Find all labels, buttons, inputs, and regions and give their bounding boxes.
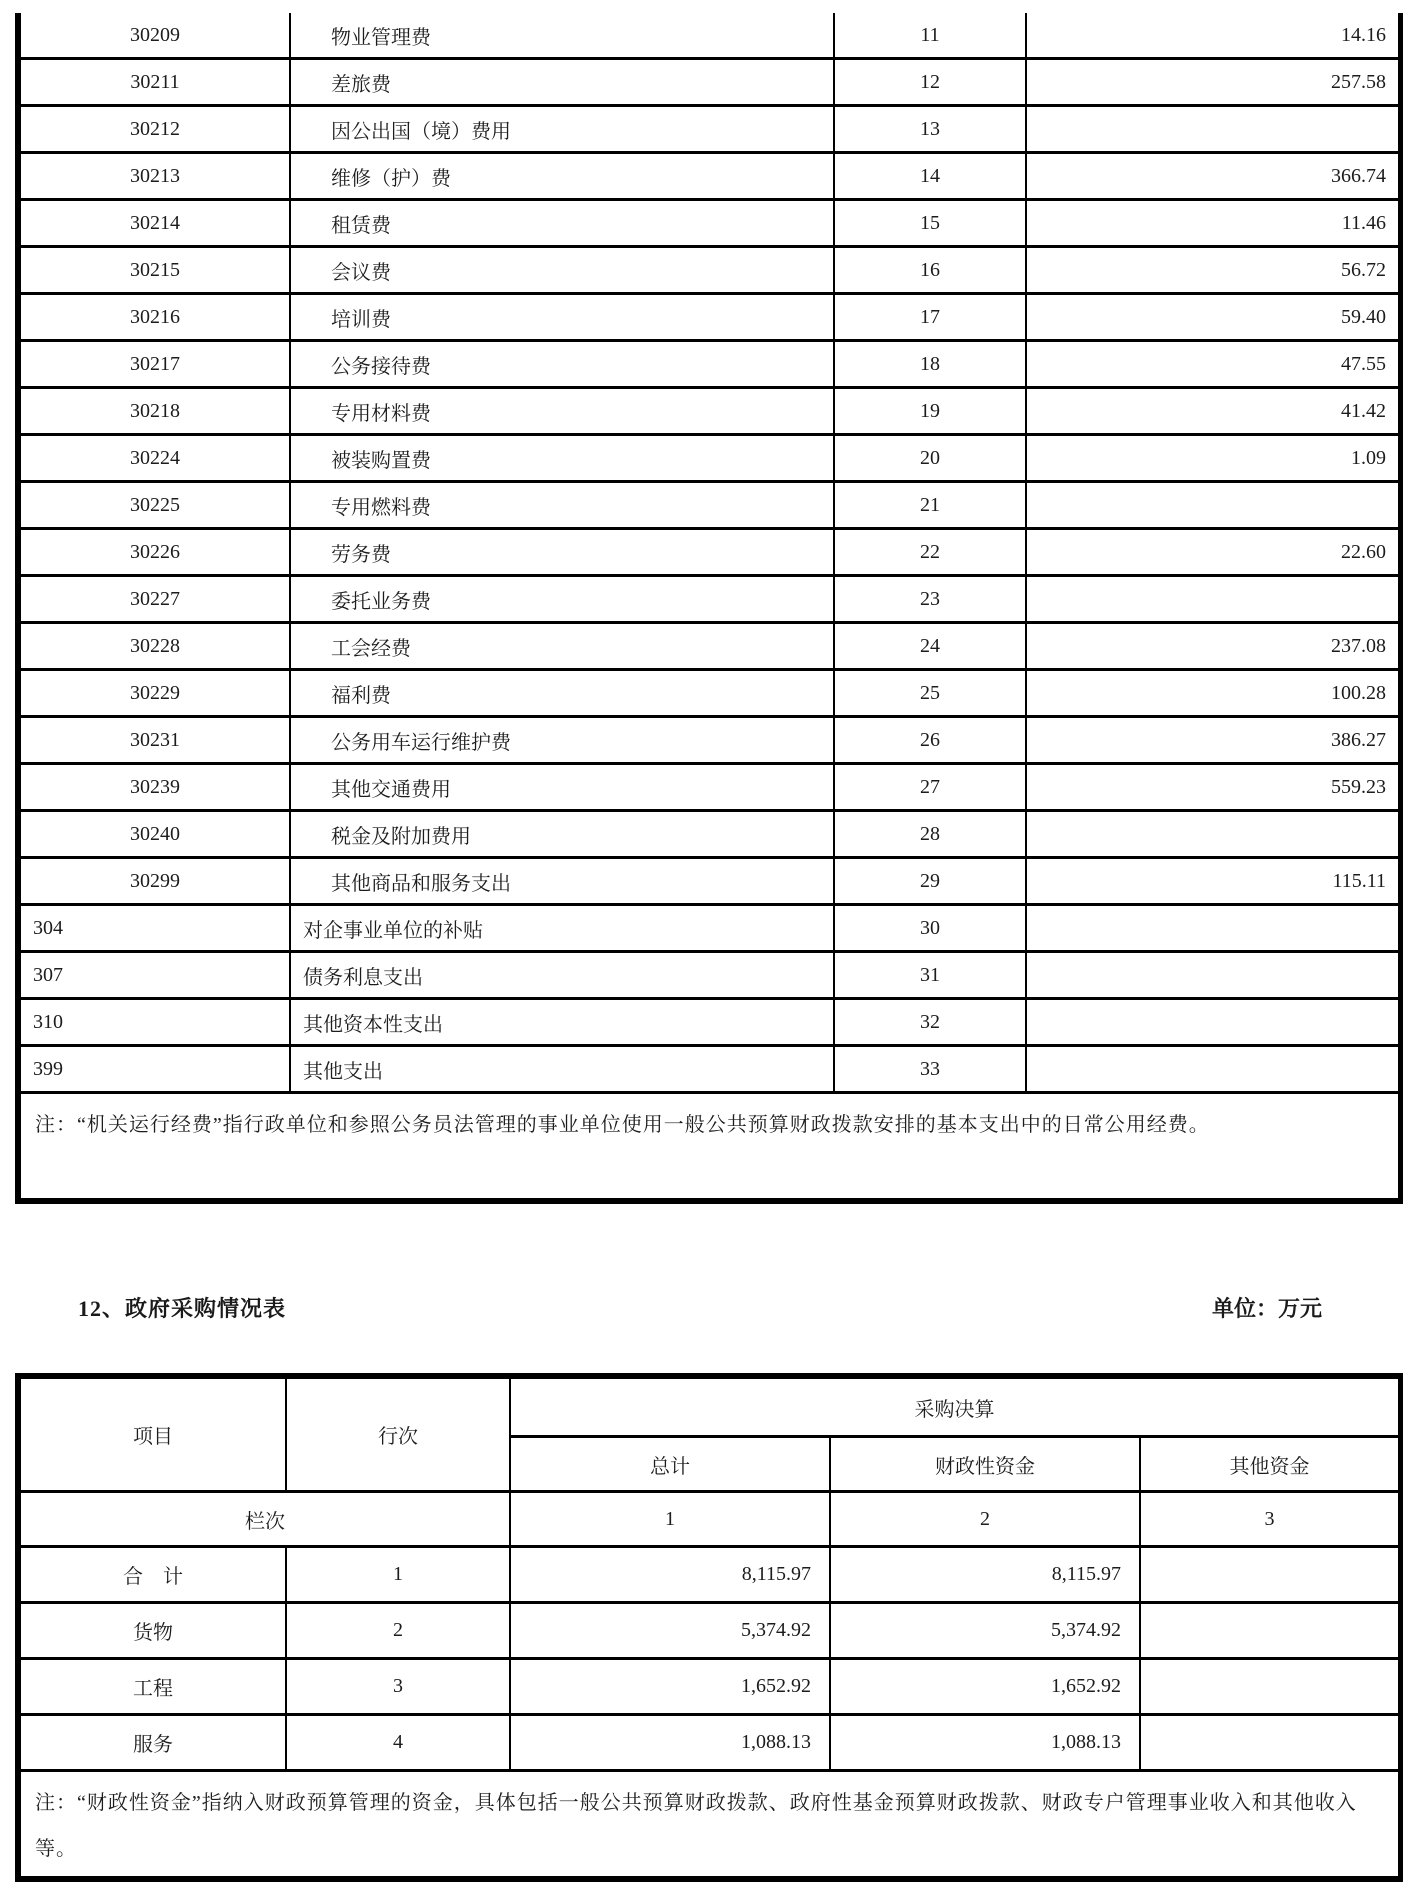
- table-row: [18, 341, 1401, 388]
- table-row: [18, 999, 1401, 1046]
- line-number-cell: 14: [834, 153, 1026, 200]
- subject-name-cell: 其他商品和服务支出: [290, 858, 834, 905]
- subject-name-cell: 其他支出: [290, 1046, 834, 1093]
- amount-cell: 115.11: [1026, 858, 1401, 905]
- line-number-cell: 25: [834, 670, 1026, 717]
- amount-cell: 386.27: [1026, 717, 1401, 764]
- column-index-row: [18, 1492, 1401, 1547]
- other-funds-cell: [1140, 1603, 1401, 1659]
- table-row: [18, 952, 1401, 999]
- subject-code-cell: 30227: [18, 576, 290, 623]
- header-total: 总计: [510, 1437, 830, 1492]
- amount-cell: 366.74: [1026, 153, 1401, 200]
- table-row: [18, 858, 1401, 905]
- amount-cell: 56.72: [1026, 247, 1401, 294]
- economic-classification-table-body: [18, 13, 1401, 1093]
- subject-code-cell: 30213: [18, 153, 290, 200]
- amount-cell: [1026, 482, 1401, 529]
- table-row: [18, 576, 1401, 623]
- line-number-cell: 32: [834, 999, 1026, 1046]
- fiscal-funds-cell: 1,652.92: [830, 1659, 1140, 1715]
- column-index-2: 2: [830, 1492, 1140, 1547]
- subject-name-cell: 培训费: [290, 294, 834, 341]
- subject-name-cell: 其他交通费用: [290, 764, 834, 811]
- header-other-funds: 其他资金: [1140, 1437, 1401, 1492]
- table-row: [18, 764, 1401, 811]
- amount-cell: [1026, 952, 1401, 999]
- table-row: [18, 529, 1401, 576]
- subject-name-cell: 劳务费: [290, 529, 834, 576]
- amount-cell: 14.16: [1026, 13, 1401, 59]
- amount-cell: [1026, 999, 1401, 1046]
- table-row: [18, 1603, 1401, 1659]
- table1-note-row: [18, 1093, 1401, 1202]
- line-number-cell: 20: [834, 435, 1026, 482]
- unit-label: 单位：万元: [1212, 1296, 1323, 1321]
- line-number-cell: 31: [834, 952, 1026, 999]
- rank-label: 栏次: [18, 1492, 510, 1547]
- subject-name-cell: 公务用车运行维护费: [290, 717, 834, 764]
- line-number-cell: 1: [286, 1547, 510, 1603]
- line-number-cell: 11: [834, 13, 1026, 59]
- line-number-cell: 12: [834, 59, 1026, 106]
- table-row: [18, 1659, 1401, 1715]
- table-row: [18, 294, 1401, 341]
- subject-code-cell: 30216: [18, 294, 290, 341]
- header-procurement-group: 采购决算: [510, 1376, 1401, 1437]
- table2-note-text: 注：“财政性资金”指纳入财政预算管理的资金，具体包括一般公共预算财政拨款、政府性基金预算财政拨款、财政专户管理事业收入和其他收入等。: [18, 1771, 1401, 1880]
- amount-cell: 59.40: [1026, 294, 1401, 341]
- line-number-cell: 22: [834, 529, 1026, 576]
- subject-code-cell: 310: [18, 999, 290, 1046]
- amount-cell: 257.58: [1026, 59, 1401, 106]
- total-amount-cell: 1,088.13: [510, 1715, 830, 1771]
- subject-code-cell: 30218: [18, 388, 290, 435]
- amount-cell: 41.42: [1026, 388, 1401, 435]
- line-number-cell: 27: [834, 764, 1026, 811]
- table-row: [18, 1547, 1401, 1603]
- procurement-header-row: [18, 1376, 1401, 1437]
- line-number-cell: 18: [834, 341, 1026, 388]
- subject-code-cell: 30215: [18, 247, 290, 294]
- subject-name-cell: 专用材料费: [290, 388, 834, 435]
- subject-name-cell: 被装购置费: [290, 435, 834, 482]
- line-number-cell: 16: [834, 247, 1026, 294]
- amount-cell: 47.55: [1026, 341, 1401, 388]
- subject-name-cell: 债务利息支出: [290, 952, 834, 999]
- amount-cell: 1.09: [1026, 435, 1401, 482]
- fiscal-funds-cell: 1,088.13: [830, 1715, 1140, 1771]
- line-number-cell: 17: [834, 294, 1026, 341]
- table-row: [18, 435, 1401, 482]
- line-number-cell: 15: [834, 200, 1026, 247]
- column-index-1: 1: [510, 1492, 830, 1547]
- table-row: [18, 1046, 1401, 1093]
- total-amount-cell: 8,115.97: [510, 1547, 830, 1603]
- subject-name-cell: 租赁费: [290, 200, 834, 247]
- amount-cell: 11.46: [1026, 200, 1401, 247]
- subject-name-cell: 委托业务费: [290, 576, 834, 623]
- line-number-cell: 4: [286, 1715, 510, 1771]
- line-number-cell: 28: [834, 811, 1026, 858]
- line-number-cell: 2: [286, 1603, 510, 1659]
- line-number-cell: 21: [834, 482, 1026, 529]
- subject-code-cell: 30224: [18, 435, 290, 482]
- subject-code-cell: 30225: [18, 482, 290, 529]
- procurement-table: [15, 1373, 1403, 1882]
- header-line: 行次: [286, 1376, 510, 1492]
- subject-code-cell: 399: [18, 1046, 290, 1093]
- subject-code-cell: 30217: [18, 341, 290, 388]
- subject-code-cell: 30228: [18, 623, 290, 670]
- line-number-cell: 24: [834, 623, 1026, 670]
- subject-code-cell: 30214: [18, 200, 290, 247]
- amount-cell: [1026, 1046, 1401, 1093]
- subject-code-cell: 30240: [18, 811, 290, 858]
- table-row: [18, 717, 1401, 764]
- subject-name-cell: 税金及附加费用: [290, 811, 834, 858]
- subject-name-cell: 会议费: [290, 247, 834, 294]
- subject-code-cell: 30229: [18, 670, 290, 717]
- line-number-cell: 23: [834, 576, 1026, 623]
- table-row: [18, 670, 1401, 717]
- subject-name-cell: 对企事业单位的补贴: [290, 905, 834, 952]
- table-row: [18, 623, 1401, 670]
- subject-name-cell: 维修（护）费: [290, 153, 834, 200]
- subject-code-cell: 30299: [18, 858, 290, 905]
- total-amount-cell: 5,374.92: [510, 1603, 830, 1659]
- amount-cell: [1026, 106, 1401, 153]
- item-cell: 货物: [18, 1603, 286, 1659]
- amount-cell: 22.60: [1026, 529, 1401, 576]
- table-row: [18, 247, 1401, 294]
- line-number-cell: 29: [834, 858, 1026, 905]
- subject-name-cell: 公务接待费: [290, 341, 834, 388]
- amount-cell: [1026, 576, 1401, 623]
- subject-name-cell: 工会经费: [290, 623, 834, 670]
- other-funds-cell: [1140, 1659, 1401, 1715]
- table-row: [18, 13, 1401, 59]
- fiscal-funds-cell: 8,115.97: [830, 1547, 1140, 1603]
- amount-cell: 100.28: [1026, 670, 1401, 717]
- table1-note-text: 注：“机关运行经费”指行政单位和参照公务员法管理的事业单位使用一般公共预算财政拨款安排的基本支出中的日常公用经费。: [18, 1093, 1401, 1202]
- subject-code-cell: 304: [18, 905, 290, 952]
- subject-name-cell: 物业管理费: [290, 13, 834, 59]
- header-item: 项目: [18, 1376, 286, 1492]
- subject-code-cell: 30212: [18, 106, 290, 153]
- amount-cell: [1026, 905, 1401, 952]
- amount-cell: [1026, 811, 1401, 858]
- table-row: [18, 200, 1401, 247]
- table-row: [18, 153, 1401, 200]
- amount-cell: 559.23: [1026, 764, 1401, 811]
- line-number-cell: 3: [286, 1659, 510, 1715]
- table2-note-row: [18, 1771, 1401, 1880]
- header-fiscal-funds: 财政性资金: [830, 1437, 1140, 1492]
- line-number-cell: 30: [834, 905, 1026, 952]
- line-number-cell: 33: [834, 1046, 1026, 1093]
- table-row: [18, 106, 1401, 153]
- table-row: [18, 905, 1401, 952]
- subject-code-cell: 30231: [18, 717, 290, 764]
- procurement-table-body: [18, 1547, 1401, 1771]
- other-funds-cell: [1140, 1547, 1401, 1603]
- line-number-cell: 13: [834, 106, 1026, 153]
- line-number-cell: 19: [834, 388, 1026, 435]
- table-row: [18, 482, 1401, 529]
- subject-name-cell: 差旅费: [290, 59, 834, 106]
- other-funds-cell: [1140, 1715, 1401, 1771]
- table-row: [18, 388, 1401, 435]
- subject-code-cell: 30239: [18, 764, 290, 811]
- total-amount-cell: 1,652.92: [510, 1659, 830, 1715]
- item-cell: 工程: [18, 1659, 286, 1715]
- subject-code-cell: 307: [18, 952, 290, 999]
- subject-code-cell: 30211: [18, 59, 290, 106]
- item-cell: 合 计: [18, 1547, 286, 1603]
- amount-cell: 237.08: [1026, 623, 1401, 670]
- subject-name-cell: 其他资本性支出: [290, 999, 834, 1046]
- subject-code-cell: 30209: [18, 13, 290, 59]
- item-cell: 服务: [18, 1715, 286, 1771]
- table-row: [18, 811, 1401, 858]
- table-row: [18, 59, 1401, 106]
- line-number-cell: 26: [834, 717, 1026, 764]
- subject-code-cell: 30226: [18, 529, 290, 576]
- economic-classification-table: [15, 13, 1403, 1204]
- subject-name-cell: 因公出国（境）费用: [290, 106, 834, 153]
- section-title: 12、政府采购情况表: [78, 1296, 287, 1321]
- subject-name-cell: 福利费: [290, 670, 834, 717]
- table-row: [18, 1715, 1401, 1771]
- subject-name-cell: 专用燃料费: [290, 482, 834, 529]
- column-index-3: 3: [1140, 1492, 1401, 1547]
- fiscal-funds-cell: 5,374.92: [830, 1603, 1140, 1659]
